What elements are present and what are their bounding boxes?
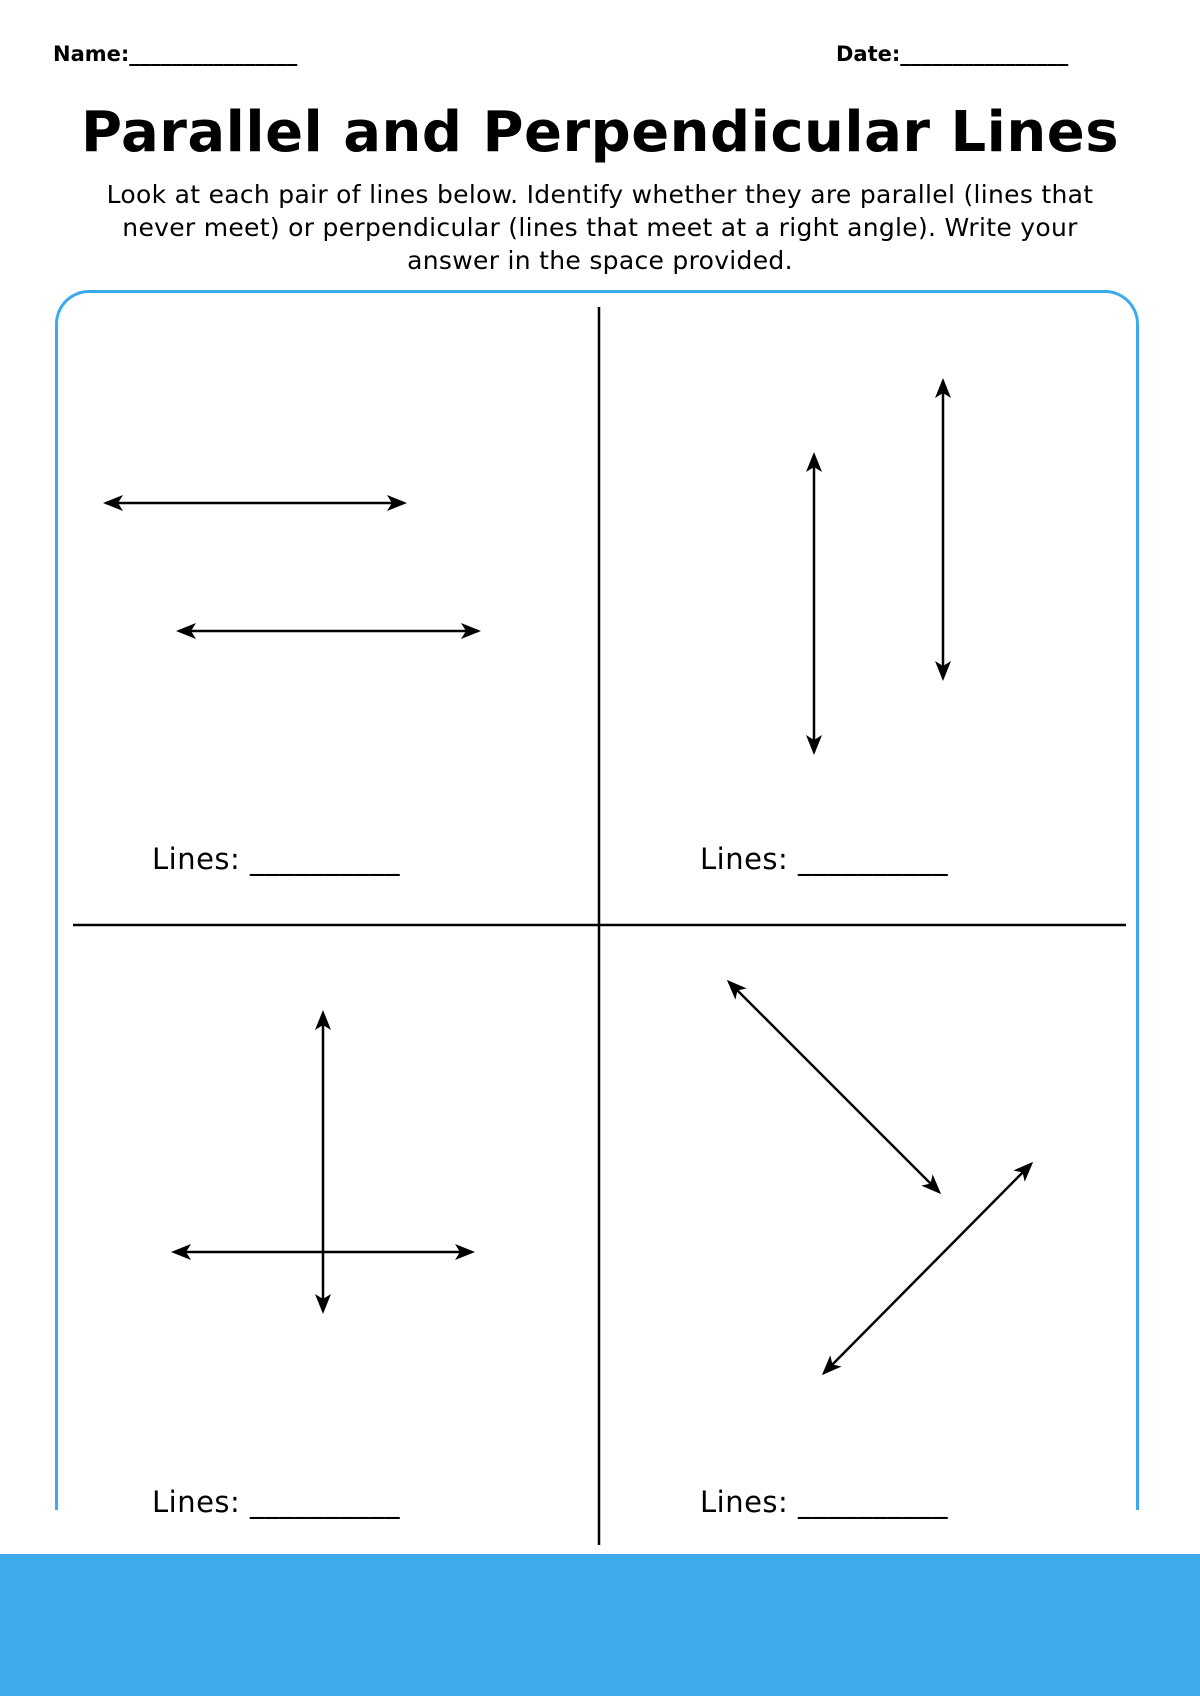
problem-3-diagram (174, 1013, 472, 1311)
instructions: Look at each pair of lines below. Identify whether they are parallel (lines that never meet) or perpendicular (lines that meet at a right angle). Write your answer in the space provided. (106, 180, 1094, 275)
problem-2-diagram (814, 381, 943, 752)
answer-line-4[interactable]: Lines: __________ (700, 1485, 949, 1519)
answer-line-2[interactable]: Lines: __________ (700, 842, 949, 876)
date-field[interactable]: Date:________________ (836, 42, 1069, 66)
name-field[interactable]: Name:________________ (53, 42, 298, 66)
line-4b (824, 1164, 1031, 1373)
problem-4-diagram (729, 982, 1031, 1373)
answer-line-1[interactable]: Lines: __________ (152, 842, 401, 876)
page-title: Parallel and Perpendicular Lines (80, 100, 1120, 165)
line-4a (729, 982, 939, 1192)
footer-band (0, 1554, 1200, 1696)
problem-1-diagram (106, 503, 478, 631)
answer-line-3[interactable]: Lines: __________ (152, 1485, 401, 1519)
